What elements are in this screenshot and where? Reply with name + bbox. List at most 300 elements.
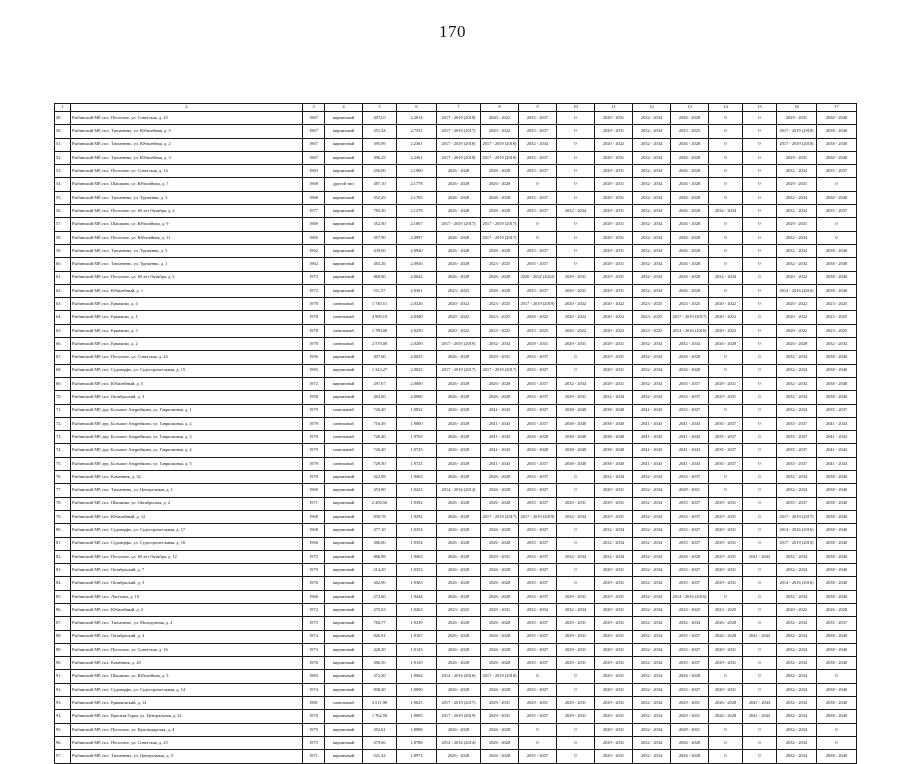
table-cell: панельный [325, 697, 363, 710]
table-cell: 2026 - 2028 [671, 138, 709, 151]
table-cell: 860,00 [363, 271, 397, 284]
table-cell: 2035 - 2037 [519, 550, 557, 563]
table-cell: 2026 - 2028 [709, 338, 743, 351]
table-cell: 0 [817, 723, 857, 736]
table-cell: 483,26 [363, 258, 397, 271]
table-cell: 2029 - 2031 [671, 484, 709, 497]
table-cell: 2020 - 2022 [595, 298, 633, 311]
table-row [55, 151, 857, 164]
table-row [55, 497, 857, 510]
table-cell: 2,2361 [397, 151, 437, 164]
table-row [55, 444, 857, 457]
table-cell: 1 762,58 [363, 710, 397, 723]
table-cell: 2035 - 2037 [519, 112, 557, 125]
table-cell: 2017 - 2019 (2019) [519, 510, 557, 523]
table-cell: 2026 - 2028 [481, 590, 519, 603]
table-cell: 2,0997 [397, 231, 437, 244]
table-row [55, 284, 857, 297]
table-cell: 2035 - 2037 [519, 258, 557, 271]
column-number-cell: 11 [595, 104, 633, 112]
table-cell: 2038 - 2040 [817, 564, 857, 577]
table-cell: 2032 - 2034 [557, 550, 595, 563]
table-cell: кирпичный [325, 258, 363, 271]
table-cell: 2026 - 2028 [671, 191, 709, 204]
table-cell: 2020 - 2022 [595, 138, 633, 151]
table-cell: 2014 - 2016 (2016) [777, 284, 817, 297]
table-cell: 2,0940 [397, 244, 437, 257]
table-cell: 0 [519, 178, 557, 191]
table-cell: 2038 - 2040 [817, 643, 857, 656]
table-cell: 2026 - 2028 [481, 524, 519, 537]
table-cell: 2032 - 2034 [633, 630, 671, 643]
table-cell: 2035 - 2037 [671, 630, 709, 643]
table-cell: 1,9005 [397, 710, 437, 723]
table-cell: 2026 - 2028 [671, 351, 709, 364]
table-cell: 2038 - 2040 [817, 510, 857, 523]
table-cell: 2020 - 2022 [595, 311, 633, 324]
table-cell: 2017 - 2019 (2019) [437, 338, 481, 351]
table-cell: кирпичный [325, 577, 363, 590]
table-cell: 0 [557, 537, 595, 550]
table-cell: 2026 - 2028 [671, 151, 709, 164]
table-row [55, 351, 857, 364]
table-cell: 0 [557, 471, 595, 484]
table-cell: 2035 - 2037 [519, 284, 557, 297]
table-cell: 2023 - 2025 [817, 311, 857, 324]
address-cell: Рыбинский МР, дер. Большое Андрейково, ул. Гаврилковая, д. 2 [71, 417, 303, 430]
table-cell: 2032 - 2034 [633, 603, 671, 616]
table-cell: 2026 - 2028 [709, 630, 743, 643]
table-cell: 2038 - 2040 [595, 444, 633, 457]
table-cell: 2035 - 2037 [671, 564, 709, 577]
table-cell: 1970 [303, 471, 325, 484]
table-cell: 2032 - 2034 [777, 364, 817, 377]
table-cell: 2041 - 2043 [743, 630, 777, 643]
table-cell: 2029 - 2031 [777, 218, 817, 231]
table-cell: 0 [743, 643, 777, 656]
table-cell: кирпичный [325, 231, 363, 244]
address-cell: Рыбинский МР, пос. Юбилейный, д. 1 [71, 284, 303, 297]
table-row [55, 138, 857, 151]
table-cell: кирпичный [325, 617, 363, 630]
row-number-cell: 51. [55, 138, 71, 151]
table-cell: 2,0025 [397, 351, 437, 364]
table-cell: 826,91 [363, 630, 397, 643]
row-number-cell: 78. [55, 497, 71, 510]
table-cell: 2029 - 2031 [519, 338, 557, 351]
table-cell: 2029 - 2031 [519, 697, 557, 710]
column-number-cell: 5 [363, 104, 397, 112]
table-cell: 2026 - 2028 [437, 165, 481, 178]
address-cell: Рыбинский МР, пос. Тихменево, ул. Юбилейная, д. 3 [71, 151, 303, 164]
table-row [55, 590, 857, 603]
row-number-cell: 84. [55, 577, 71, 590]
table-cell: 0 [709, 112, 743, 125]
table-cell: 2026 - 2028 [481, 564, 519, 577]
table-cell: кирпичный [325, 723, 363, 736]
table-cell: 2032 - 2034 [777, 750, 817, 763]
table-cell: 838,30 [363, 683, 397, 696]
table-cell: 2032 - 2034 [633, 577, 671, 590]
table-cell: 2035 - 2037 [519, 643, 557, 656]
row-number-cell: 54. [55, 178, 71, 191]
table-cell: 2020 - 2022 [709, 324, 743, 337]
table-row [55, 670, 857, 683]
table-cell: 2026 - 2028 [671, 284, 709, 297]
housing-repair-schedule-table [54, 103, 856, 764]
table-cell: 2032 - 2034 [633, 657, 671, 670]
table-cell: 2032 - 2034 [633, 364, 671, 377]
table-cell: 2020 - 2022 [437, 298, 481, 311]
table-cell: 1,9763 [397, 431, 437, 444]
table-cell: 2035 - 2037 [519, 471, 557, 484]
table-cell: 2026 - 2028 [481, 630, 519, 643]
table-cell: 2026 - 2028 [671, 550, 709, 563]
address-cell: Рыбинский МР, пос. Тихменево, ул. Центральная, д. 1 [71, 484, 303, 497]
table-cell: 2,0250 [397, 324, 437, 337]
table-cell: 0 [743, 457, 777, 470]
table-cell: 2026 - 2028 [671, 165, 709, 178]
table-cell: 0 [817, 736, 857, 749]
table-cell: 2035 - 2037 [817, 205, 857, 218]
table-cell: 2 570,00 [363, 338, 397, 351]
table-cell: 2029 - 2031 [557, 271, 595, 284]
table-cell: 2032 - 2034 [633, 710, 671, 723]
table-cell: 0 [557, 351, 595, 364]
table-cell: 1,9403 [397, 550, 437, 563]
table-cell: 2035 - 2037 [817, 165, 857, 178]
address-cell: Рыбинский МР, пос. Юбилейный, д. 2 [71, 603, 303, 616]
table-cell: 2038 - 2040 [595, 417, 633, 430]
column-number-cell: 4 [325, 104, 363, 112]
table-cell: 2023 - 2025 [633, 311, 671, 324]
table-cell: 2032 - 2034 [777, 723, 817, 736]
address-cell: Рыбинский МР, пос. Судоверфь, ул. Судостроительная, д. 15 [71, 364, 303, 377]
table-cell: 2041 - 2043 [633, 457, 671, 470]
address-cell: Рыбинский МР, пос. Песочное, ул. 60 лет Октября, д. 2 [71, 271, 303, 284]
table-cell: 0 [557, 165, 595, 178]
table-cell: 2026 - 2028 [671, 750, 709, 763]
table-cell: 2026 - 2028 [437, 683, 481, 696]
table-row [55, 231, 857, 244]
table-cell: 2029 - 2031 [595, 178, 633, 191]
table-cell: 2035 - 2037 [671, 391, 709, 404]
table-cell: 2038 - 2040 [817, 191, 857, 204]
table-row [55, 431, 857, 444]
table-cell: 2029 - 2031 [595, 510, 633, 523]
table-cell: 2026 - 2028 [481, 244, 519, 257]
table-cell: 2035 - 2037 [671, 497, 709, 510]
address-cell: Рыбинский МР, пос. Октябрьский, д. 3 [71, 391, 303, 404]
table-cell: 2032 - 2034 [633, 391, 671, 404]
table-cell: 2020 - 2022 [777, 324, 817, 337]
table-cell: 2026 - 2028 [437, 391, 481, 404]
table-cell: 2032 - 2034 [777, 550, 817, 563]
table-cell: 2029 - 2031 [481, 710, 519, 723]
table-cell: 0 [743, 417, 777, 430]
table-cell: 2026 - 2028 [481, 683, 519, 696]
table-cell: 2032 - 2034 [777, 484, 817, 497]
table-cell: 2029 - 2031 [595, 710, 633, 723]
table-cell: 2026 - 2028 [481, 577, 519, 590]
table-cell: кирпичный [325, 736, 363, 749]
table-cell: 2026 - 2028 [437, 643, 481, 656]
row-number-cell: 71. [55, 404, 71, 417]
table-cell: 2026 - 2028 [437, 191, 481, 204]
table-cell: 0 [709, 471, 743, 484]
table-cell: 2032 - 2034 [633, 510, 671, 523]
table-cell: 0 [743, 617, 777, 630]
table-cell: 0 [519, 231, 557, 244]
table-cell: 2023 - 2025 [633, 324, 671, 337]
table-cell: 1973 [303, 643, 325, 656]
row-number-cell: 83. [55, 564, 71, 577]
table-cell: 2041 - 2043 [743, 697, 777, 710]
address-cell: Рыбинский МР, пос. Песочное, ул. 60 лет Октября, д. 12 [71, 550, 303, 563]
table-cell: кирпичный [325, 510, 363, 523]
table-cell: 2026 - 2028 [437, 497, 481, 510]
table-cell: кирпичный [325, 271, 363, 284]
table-cell: 2032 - 2034 [633, 377, 671, 390]
table-cell: 2029 - 2031 [557, 657, 595, 670]
table-cell: 2029 - 2031 [709, 550, 743, 563]
table-cell: 272,60 [363, 590, 397, 603]
table-cell: 2023 - 2025 [671, 298, 709, 311]
table-cell: 0 [743, 431, 777, 444]
table-cell: 2032 - 2034 [633, 244, 671, 257]
table-cell: 2041 - 2043 [633, 431, 671, 444]
table-cell: 2032 - 2034 [777, 617, 817, 630]
table-cell: 1,9383 [397, 577, 437, 590]
table-cell: 2041 - 2043 [671, 444, 709, 457]
table-cell: 2,0326 [397, 298, 437, 311]
table-cell: 0 [557, 112, 595, 125]
table-cell: кирпичный [325, 550, 363, 563]
address-cell: Рыбинский МР, пос. Ермаково, д. 3 [71, 324, 303, 337]
table-cell: 453,90 [363, 484, 397, 497]
row-number-cell: 79. [55, 510, 71, 523]
row-number-cell: 80. [55, 524, 71, 537]
table-cell: 2026 - 2028 [437, 564, 481, 577]
table-cell: 0 [557, 577, 595, 590]
address-cell: Рыбинский МР, пос. Песочное, ул. 60 лет Октября, д. 4 [71, 205, 303, 218]
table-cell: 428,50 [363, 643, 397, 656]
table-cell: 0 [557, 524, 595, 537]
table-cell: кирпичный [325, 670, 363, 683]
table-cell: 2032 - 2034 [777, 471, 817, 484]
table-cell: 0 [743, 218, 777, 231]
table-row [55, 271, 857, 284]
row-number-cell: 86. [55, 603, 71, 616]
table-cell: 2035 - 2037 [671, 510, 709, 523]
row-number-cell: 91. [55, 670, 71, 683]
table-cell: 2020 - 2022 [595, 324, 633, 337]
table-cell: 2032 - 2034 [777, 710, 817, 723]
table-cell: 2029 - 2031 [595, 617, 633, 630]
row-number-cell: 67. [55, 351, 71, 364]
table-cell: 0 [557, 218, 595, 231]
table-cell: 0 [743, 324, 777, 337]
table-cell: 2026 - 2028 [437, 404, 481, 417]
table-cell: 0 [743, 178, 777, 191]
table-cell: 2035 - 2037 [519, 683, 557, 696]
table-cell: 2032 - 2034 [595, 471, 633, 484]
table-cell: 2038 - 2040 [817, 550, 857, 563]
address-cell: Рыбинский МР, пос. Шашково, ул. Юбилейная, д. 9 [71, 218, 303, 231]
table-cell: 2029 - 2031 [595, 205, 633, 218]
table-cell: 1978 [303, 298, 325, 311]
table-cell: 1,8973 [397, 750, 437, 763]
table-cell: 275,63 [363, 603, 397, 616]
table-cell: 1983 [303, 670, 325, 683]
table-cell: 0 [743, 657, 777, 670]
table-cell: 477,10 [363, 524, 397, 537]
row-number-cell: 61. [55, 271, 71, 284]
table-cell: 2032 - 2034 [595, 550, 633, 563]
table-cell: 2017 - 2019 (2017) [437, 218, 481, 231]
table-cell: 2017 - 2019 (2019) [437, 710, 481, 723]
table-cell: 2020 - 2022 [709, 298, 743, 311]
table-cell: 0 [743, 404, 777, 417]
table-cell: 0 [709, 218, 743, 231]
table-cell: 2023 - 2025 [671, 603, 709, 616]
table-cell: 2041 - 2043 [481, 431, 519, 444]
table-row [55, 603, 857, 616]
table-cell: 2029 - 2031 [709, 657, 743, 670]
table-cell: 214,20 [363, 564, 397, 577]
table-cell: 1975 [303, 736, 325, 749]
table-cell: 2041 - 2043 [633, 404, 671, 417]
row-number-cell: 62. [55, 284, 71, 297]
table-cell: 2041 - 2043 [481, 444, 519, 457]
table-cell: 1962 [303, 258, 325, 271]
table-cell: 2020 - 2022 [777, 271, 817, 284]
table-cell: 0 [743, 284, 777, 297]
table-cell: панельный [325, 298, 363, 311]
table-cell: 0 [743, 364, 777, 377]
table-cell: 2032 - 2034 [777, 736, 817, 749]
table-cell: 2032 - 2034 [633, 590, 671, 603]
table-cell: 0 [817, 231, 857, 244]
table-cell: 1977 [303, 205, 325, 218]
table-cell: 2035 - 2037 [519, 205, 557, 218]
column-number-cell: 14 [709, 104, 743, 112]
table-cell: 0 [743, 338, 777, 351]
table-cell: 2 206,56 [363, 497, 397, 510]
table-cell: 2029 - 2031 [557, 697, 595, 710]
table-cell: 0 [557, 564, 595, 577]
table-cell: 2032 - 2034 [777, 231, 817, 244]
table-cell: 2023 - 2025 [817, 324, 857, 337]
table-cell: 2032 - 2034 [777, 391, 817, 404]
table-row [55, 165, 857, 178]
table-cell: 2032 - 2034 [557, 603, 595, 616]
table-cell: 2029 - 2031 [557, 391, 595, 404]
table-cell: 726,40 [363, 444, 397, 457]
table-cell: 2029 - 2031 [595, 723, 633, 736]
table-cell: 1967 [303, 125, 325, 138]
table-cell: 1981 [303, 697, 325, 710]
column-number-cell: 1 [55, 104, 71, 112]
table-cell: 2035 - 2037 [671, 657, 709, 670]
table-cell: 2026 - 2028 [481, 284, 519, 297]
table-cell: 1979 [303, 404, 325, 417]
table-cell: 2035 - 2037 [519, 524, 557, 537]
table-cell: 2035 - 2037 [519, 457, 557, 470]
table-cell: 2029 - 2031 [557, 643, 595, 656]
table-cell: 2017 - 2019 (2018) [777, 138, 817, 151]
table-cell: 1968 [303, 178, 325, 191]
table-cell: 263,00 [363, 391, 397, 404]
table-cell: 2038 - 2040 [817, 577, 857, 590]
table-cell: 2029 - 2031 [671, 723, 709, 736]
table-cell: 2026 - 2028 [481, 178, 519, 191]
table-cell: 726,40 [363, 404, 397, 417]
table-cell: 2035 - 2037 [709, 457, 743, 470]
table-cell: 2017 - 2019 (2017) [437, 697, 481, 710]
table-cell: 2026 - 2028 [437, 205, 481, 218]
table-cell: 2038 - 2040 [817, 125, 857, 138]
table-cell: 2032 - 2034 [709, 271, 743, 284]
table-cell: 2038 - 2040 [557, 417, 595, 430]
table-cell: 2032 - 2034 [519, 603, 557, 616]
table-cell: 2017 - 2019 (2018) [481, 138, 519, 151]
table-cell: 2026 - 2028 [437, 377, 481, 390]
table-cell: 0 [709, 151, 743, 164]
table-cell: 1972 [303, 284, 325, 297]
table-cell: 2032 - 2034 [777, 590, 817, 603]
table-cell: 2029 - 2031 [777, 112, 817, 125]
table-cell: 2038 - 2040 [817, 750, 857, 763]
table-cell: 2035 - 2037 [519, 590, 557, 603]
table-cell: 2029 - 2031 [709, 537, 743, 550]
table-cell: 1968 [303, 537, 325, 550]
row-number-cell: 85. [55, 590, 71, 603]
row-number-cell: 72. [55, 417, 71, 430]
table-cell: 1956 [303, 351, 325, 364]
table-cell: 0 [743, 205, 777, 218]
row-number-cell: 68. [55, 364, 71, 377]
address-cell: Рыбинский МР, пос. Судоверфь, ул. Судостроительная, д. 17 [71, 524, 303, 537]
table-cell: кирпичный [325, 603, 363, 616]
row-number-cell: 89. [55, 643, 71, 656]
row-number-cell: 76. [55, 471, 71, 484]
table-cell: 2035 - 2037 [519, 391, 557, 404]
table-cell: 1,8988 [397, 723, 437, 736]
table-cell: кирпичный [325, 710, 363, 723]
table-cell: 2026 - 2028 [437, 723, 481, 736]
table-cell: 2029 - 2031 [595, 697, 633, 710]
table-row [55, 750, 857, 763]
table-row [55, 417, 857, 430]
table-cell: кирпичный [325, 484, 363, 497]
table-cell: 2026 - 2028 [671, 736, 709, 749]
table-row [55, 391, 857, 404]
table-cell: 2020 - 2022 [709, 311, 743, 324]
table-row [55, 697, 857, 710]
table-row [55, 457, 857, 470]
table-cell: 2026 - 2028 [481, 484, 519, 497]
table-cell: 2032 - 2034 [595, 524, 633, 537]
table-cell: 2035 - 2037 [519, 497, 557, 510]
table-cell: 352,29 [363, 191, 397, 204]
table-cell: 2026 - 2028 [671, 364, 709, 377]
table-cell: 2029 - 2031 [709, 524, 743, 537]
table-cell: 2026 - 2028 [709, 710, 743, 723]
table-row [55, 484, 857, 497]
table-cell: 2029 - 2031 [557, 617, 595, 630]
table-cell: 2035 - 2037 [777, 444, 817, 457]
